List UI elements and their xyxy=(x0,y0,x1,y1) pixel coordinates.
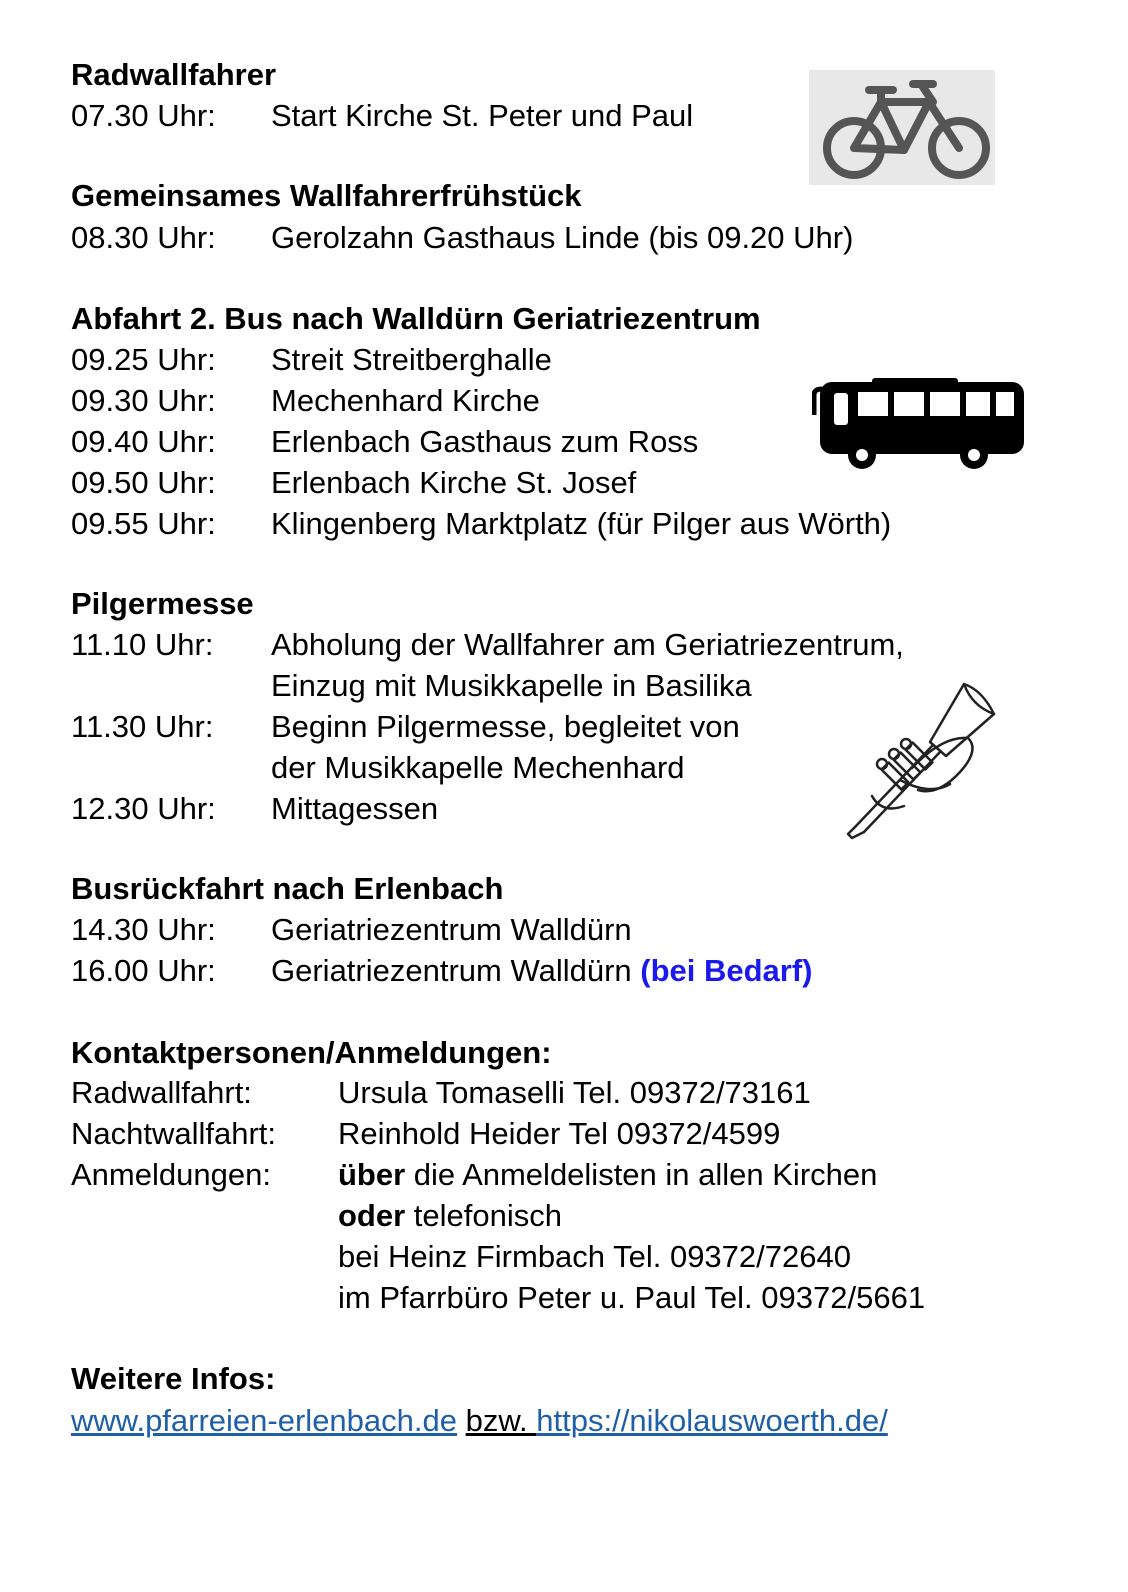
contact-text: die Anmeldelisten in allen Kirchen xyxy=(405,1157,878,1192)
link-separator: bzw. xyxy=(465,1403,537,1438)
bold-word: oder xyxy=(338,1198,406,1233)
schedule-row xyxy=(71,706,740,747)
event-label: Beginn Pilgermesse, begleitet von xyxy=(271,709,740,744)
schedule-row xyxy=(71,503,891,544)
bicycle-icon xyxy=(809,70,995,185)
time-label: 14.30 Uhr: xyxy=(71,912,216,947)
event-label: Erlenbach Kirche St. Josef xyxy=(271,465,637,500)
contact-continuation: bei Heinz Firmbach Tel. 09372/72640 xyxy=(338,1239,851,1274)
heading-kontakt: Kontaktpersonen/Anmeldungen: xyxy=(71,1035,552,1070)
link-nikolauswoerth[interactable]: https://nikolauswoerth.de/ xyxy=(536,1403,888,1438)
time-label: 08.30 Uhr: xyxy=(71,220,216,255)
time-label: 09.25 Uhr: xyxy=(71,342,216,377)
event-label: Streit Streitberghalle xyxy=(271,342,552,377)
time-label: 07.30 Uhr: xyxy=(71,98,216,133)
time-label: 09.50 Uhr: xyxy=(71,465,216,500)
time-label: 09.30 Uhr: xyxy=(71,383,216,418)
heading-rueckfahrt: Busrückfahrt nach Erlenbach xyxy=(71,871,504,906)
bus-icon xyxy=(812,375,1030,473)
heading-infos: Weitere Infos: xyxy=(71,1361,276,1396)
event-label: Erlenbach Gasthaus zum Ross xyxy=(271,424,699,459)
event-text: Geriatriezentrum Walldürn xyxy=(271,953,632,988)
contact-value: Reinhold Heider Tel 09372/4599 xyxy=(338,1116,781,1151)
event-label: Mechenhard Kirche xyxy=(271,383,540,418)
time-label: 12.30 Uhr: xyxy=(71,791,216,826)
links-row xyxy=(71,1400,888,1441)
time-label: 16.00 Uhr: xyxy=(71,953,216,988)
contact-value: Ursula Tomaselli Tel. 09372/73161 xyxy=(338,1075,811,1110)
contact-row xyxy=(71,1154,877,1195)
time-label: 11.30 Uhr: xyxy=(71,709,214,744)
contact-label: Anmeldungen: xyxy=(71,1157,271,1192)
contact-continuation xyxy=(338,1195,562,1236)
contact-row xyxy=(71,1072,811,1113)
schedule-row xyxy=(71,421,698,462)
event-label: Abholung der Wallfahrer am Geriatriezentrum, xyxy=(271,627,904,662)
heading-radwallfahrer: Radwallfahrer xyxy=(71,57,277,92)
schedule-row xyxy=(71,788,438,829)
schedule-row xyxy=(71,95,693,136)
schedule-row xyxy=(71,624,904,665)
time-label: 09.55 Uhr: xyxy=(71,506,216,541)
contact-label: Nachtwallfahrt: xyxy=(71,1116,277,1151)
event-label: Klingenberg Marktplatz (für Pilger aus Wörth) xyxy=(271,506,892,541)
event-label: Gerolzahn Gasthaus Linde (bis 09.20 Uhr) xyxy=(271,220,854,255)
schedule-row xyxy=(71,909,632,950)
event-label xyxy=(271,950,813,991)
contact-value xyxy=(338,1157,877,1192)
schedule-row xyxy=(71,380,540,421)
event-label: Start Kirche St. Peter und Paul xyxy=(271,98,694,133)
link-pfarreien-erlenbach[interactable]: www.pfarreien-erlenbach.de xyxy=(71,1403,457,1438)
heading-pilgermesse: Pilgermesse xyxy=(71,586,254,621)
heading-fruehstueck: Gemeinsames Wallfahrerfrühstück xyxy=(71,178,582,213)
event-continuation: Einzug mit Musikkapelle in Basilika xyxy=(271,668,752,703)
contact-label: Radwallfahrt: xyxy=(71,1075,252,1110)
time-label: 11.10 Uhr: xyxy=(71,627,214,662)
contact-row xyxy=(71,1113,780,1154)
event-continuation: der Musikkapelle Mechenhard xyxy=(271,750,685,785)
trumpet-icon xyxy=(842,676,1000,842)
contact-continuation: im Pfarrbüro Peter u. Paul Tel. 09372/5661 xyxy=(338,1280,926,1315)
schedule-row xyxy=(71,950,813,991)
contact-text: telefonisch xyxy=(405,1198,563,1233)
event-label: Geriatriezentrum Walldürn xyxy=(271,912,632,947)
schedule-row xyxy=(71,339,552,380)
event-label: Mittagessen xyxy=(271,791,439,826)
on-demand-note: (bei Bedarf) xyxy=(640,953,813,988)
heading-bus: Abfahrt 2. Bus nach Walldürn Geriatriezentrum xyxy=(71,301,761,336)
bold-word: über xyxy=(338,1157,406,1192)
schedule-row xyxy=(71,217,853,258)
time-label: 09.40 Uhr: xyxy=(71,424,216,459)
schedule-row xyxy=(71,462,636,503)
